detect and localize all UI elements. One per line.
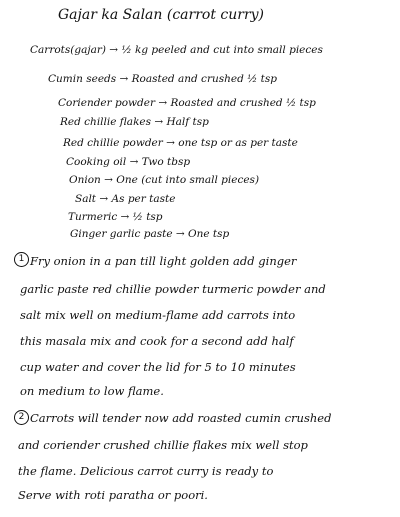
- ingredient-line: Turmeric → ½ tsp: [68, 211, 163, 223]
- step-line: garlic paste red chillie powder turmeric powder and: [20, 282, 326, 296]
- ingredient-line: Ginger garlic paste → One tsp: [70, 228, 230, 240]
- ingredient-line: Onion → One (cut into small pieces): [69, 174, 260, 186]
- step-line: Serve with roti paratha or poori.: [18, 488, 208, 502]
- ingredient-line: Red chillie flakes → Half tsp: [60, 116, 209, 128]
- ingredient-line: Coriender powder → Roasted and crushed ½ tsp: [58, 97, 316, 109]
- step-line: Carrots will tender now add roasted cumin crushed: [30, 411, 332, 425]
- step-line: Fry onion in a pan till light golden add ginger: [30, 254, 297, 268]
- step-line: and coriender crushed chillie flakes mix well stop: [18, 438, 308, 452]
- ingredient-line: Red chillie powder → one tsp or as per taste: [63, 137, 298, 149]
- step-line: on medium to low flame.: [20, 384, 164, 398]
- step-line: cup water and cover the lid for 5 to 10 minutes: [20, 360, 296, 374]
- step-line: this masala mix and cook for a second add half: [20, 334, 294, 348]
- ingredient-line: Cumin seeds → Roasted and crushed ½ tsp: [48, 73, 277, 85]
- step-line: salt mix well on medium-flame add carrots into: [20, 308, 296, 322]
- ingredient-line: Salt → As per taste: [75, 193, 176, 205]
- recipe-title: Gajar ka Salan (carrot curry): [58, 7, 265, 23]
- step-number-badge: 2: [14, 410, 29, 425]
- ingredient-line: Carrots(gajar) → ½ kg peeled and cut into small pieces: [30, 44, 323, 56]
- step-line: the flame. Delicious carrot curry is ready to: [18, 464, 274, 478]
- step-number-badge: 1: [14, 252, 29, 267]
- ingredient-line: Cooking oil → Two tbsp: [66, 156, 191, 168]
